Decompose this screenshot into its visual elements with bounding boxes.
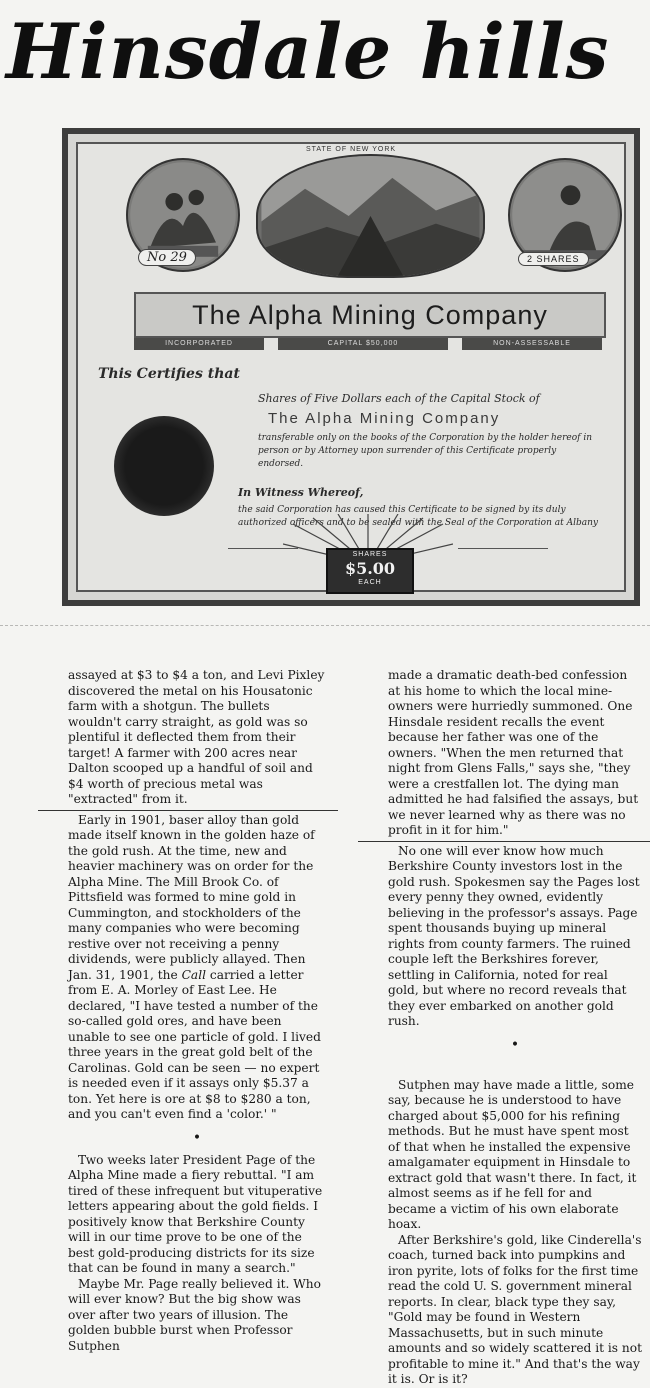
left-paragraph-3: Two weeks later President Page of the Alpha Mine made a fiery rebuttal. "I am tired of these infrequent but vituperative letters appearing about the gold fields. I positively know that Berkshire County will in our time prove to be one of the best gold-producing districts for its size that can be found in many a search."	[68, 1152, 323, 1275]
left-paragraph-2-quote: carried a letter from E. A. Morley of East Lee. He declared, "I have tested a number of the so-called gold ores, and have been unable to see one particle of gold. I lived three years in the great gold belt of the Carolinas. Gold can be seen — no expert is needed even if it assays only $5.37 a ton. Yet here is ore at $8 to $280 a ton, and you can't even find a 'color.' "	[68, 967, 321, 1121]
share-price-box	[326, 548, 414, 594]
left-paragraph-2-text: Early in 1901, baser alloy than gold made itself known in the golden haze of the gold rush. At the time, new and heavier machinery was on order for the Alpha Mine. The Mill Brook Co. of Pittsfield was formed to mine gold in Cummington, and stockholders of the many companies who were becoming restive over not receiving a penny dividends, were publicly allayed. Then Jan. 31, 1901, the	[68, 812, 315, 982]
witness-clause: the said Corporation has caused this Certificate to be signed by its duly authorized officers and to be sealed with the Seal of the Corporation at Albany	[238, 505, 598, 528]
left-paragraph-4: Maybe Mr. Page really believed it. Who will ever know? But the big show was over after two years of illusion. The golden bubble burst when Professor Sutphen	[68, 1276, 321, 1353]
certificate-frame	[76, 142, 626, 592]
number-value: 29	[170, 250, 187, 265]
non-assessable-bar: NON-ASSESSABLE	[462, 338, 602, 350]
shares-label: SHARES	[536, 254, 580, 264]
witness-heading: In Witness Whereof,	[238, 486, 364, 499]
certificate-number	[138, 249, 196, 266]
section-bullet: •	[192, 1129, 202, 1146]
certificate-state: STATE OF NEW YORK	[305, 146, 397, 153]
right-paragraph-1: made a dramatic death-bed confession at his home to which the local mine-owners were hurriedly summoned. One Hinsdale resident recalls the event because her father was one of the owners. "When the men returned that night from Glens Falls," says she, "they were a crestfallen lot. The dying man admitted he had falsified the assays, but we never learned why as there was no profit in it for him."	[388, 668, 639, 837]
capital-bar: CAPITAL $50,000	[278, 338, 448, 350]
company-name-line: The Alpha Mining Company	[268, 410, 501, 427]
left-paragraph-2	[68, 813, 326, 1123]
right-paragraph-4: After Berkshire's gold, like Cinderella's coach, turned back into pumpkins and iron pyrite, lots of folks for the first time read the cold U. S. government mineral reports. In clear, black type they say, "Gold may be found in Western Massachusetts, but in such minute amounts and so widely scattered it is not profitable to mine it." And that's the way it is. Or is it?	[388, 1232, 642, 1386]
price-bottom-label: EACH	[358, 579, 382, 586]
certifies-line: This Certifies that	[98, 366, 240, 382]
headline: Hinsdale hills	[6, 7, 610, 96]
column-rule	[358, 841, 650, 842]
right-paragraph-3: Sutphen may have made a little, some say, because he is understood to have charged about $5,000 for his refining methods. But he must have spent most of that when he installed the expensive amalgamater equipment in Hinsdale to extract gold that wasn't there. In fact, it almost seems as if he fell for and became a victim of his own elaborate hoax.	[388, 1077, 637, 1231]
price-top-label: SHARES	[352, 551, 388, 558]
signature-line-left	[228, 534, 298, 549]
column-rule	[38, 810, 338, 811]
signature-line-right	[458, 534, 548, 549]
number-label: No	[147, 250, 167, 265]
stock-certificate-image	[62, 128, 640, 606]
spacer	[388, 1060, 642, 1078]
shares-value-line: Shares of Five Dollars each of the Capital Stock of	[258, 392, 540, 405]
left-paragraph-1: assayed at $3 to $4 a ton, and Levi Pixley discovered the metal on his Housatonic farm with a shotgun. The bullets wouldn't carry straight, as gold was so plentiful it deflected them from their target! A farmer with 200 acres near Dalton scooped up a handful of soil and $4 worth of precious metal was "extracted" from it.	[68, 668, 325, 806]
right-paragraph-2: No one will ever know how much Berkshire County investors lost in the gold rush. Spokesmen say the Pages lost every penny they owned, evidently believing in the professor's assays. Page spent thousands buying up mineral rights from county farmers. The ruined couple left the Berkshires forever, settling in California, noted for real gold, but where no record reveals that they ever embarked on another gold rush.	[388, 843, 640, 1028]
corporate-seal	[114, 416, 214, 516]
shares-count-value: 2	[527, 254, 534, 264]
article-left-column	[68, 668, 326, 1354]
newspaper-name: Call	[181, 967, 206, 982]
mine-landscape-vignette	[256, 154, 485, 278]
transferable-clause: transferable only on the books of the Corporation by the holder hereof in person or by Attorney upon surrender of this Certificate properly endorsed.	[258, 433, 593, 469]
shares-count	[518, 252, 589, 266]
share-price: $5.00	[344, 559, 396, 578]
article-right-column	[388, 668, 642, 1388]
section-bullet: •	[510, 1036, 520, 1053]
incorporated-bar: INCORPORATED	[134, 338, 264, 350]
clipping-edge	[0, 625, 650, 626]
company-name-banner: The Alpha Mining Company	[134, 292, 606, 338]
